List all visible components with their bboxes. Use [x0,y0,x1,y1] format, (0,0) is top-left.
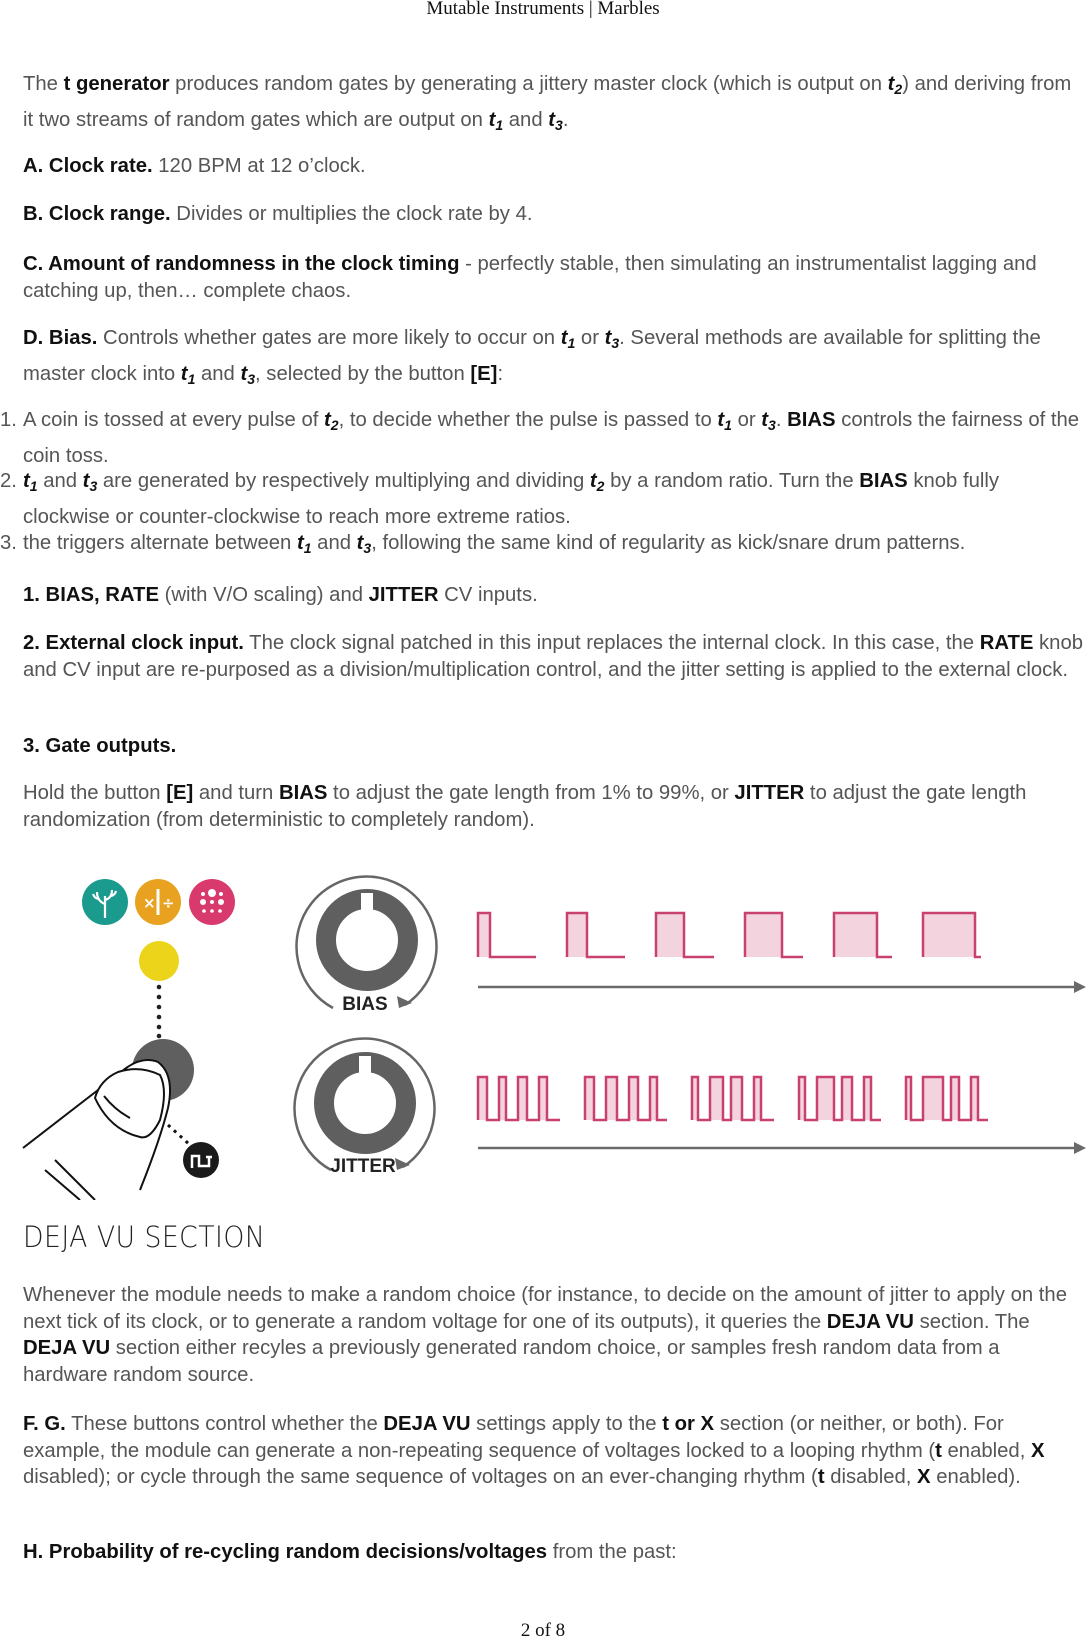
clock-range-paragraph [23,201,1086,228]
bias-paragraph [23,323,1086,394]
var-name: t [488,109,496,131]
var-subscript: 3 [89,478,98,494]
var-name: t [180,362,188,385]
text: Hold the button [23,782,167,804]
var-name: t [560,327,568,349]
output-t3 [548,109,563,131]
bold-text: DEJA VU [383,1413,471,1435]
var-subscript: 3 [247,370,256,387]
gate-outputs-heading [23,733,1086,760]
var-subscript: 1 [187,370,196,387]
bold-text: F. G. [23,1413,66,1435]
list-item [0,466,1086,532]
text: , following the same kind of regularity as kick/snare drum patterns. [371,532,966,554]
bias-knob-label: BIAS [342,994,388,1015]
var-name: t [82,470,90,492]
var-name: t [717,409,725,431]
text: to adjust the gate length from 1% to 99%, or [327,782,735,804]
text: ) and deriving from it two streams of random gates which are output on [23,73,1072,131]
bold-text: H. Probability of re-cycling random decisions/voltages [23,1541,548,1563]
text: Controls whether gates are more likely to occur on [97,327,561,349]
clock-rate-paragraph [23,153,1086,180]
gate-length-paragraph [23,780,1086,833]
var-subscript: 3 [555,117,563,133]
list-item [0,405,1086,471]
var-name: t [23,470,30,492]
var-subscript: 2 [596,478,605,494]
gate-length-illustration [0,850,1086,1200]
dotted-line [157,985,162,1039]
var-name: t [761,409,769,431]
output-t2 [590,470,605,492]
var-name: t [324,409,331,431]
jitter-knob [295,1039,435,1177]
bold-text: DEJA VU [826,1310,914,1333]
gate-pulse-fill [606,1077,617,1120]
finger-icon [23,1060,190,1200]
text: settings apply to the [470,1413,663,1435]
var-name: t [548,109,556,131]
text: to adjust the gate length randomization (from deterministic to completely random). [23,782,1027,831]
list-number: 1. [0,409,17,431]
text: . Several methods are available for splitting the master clock into [23,327,1041,385]
gate-pulse-fill [731,1077,742,1120]
gate-pulse-fill [842,1077,852,1120]
text: . [562,109,569,131]
text: produces random gates by generating a jittery master clock (which is output on [169,73,888,95]
list-text [23,409,1079,467]
var-name: t [604,327,612,349]
bold-text: X [1030,1439,1045,1462]
led-indicator [139,941,179,981]
text: the triggers alternate between [23,532,297,554]
svg-text:×: × [143,894,156,912]
page-header: Mutable Instruments | Marbles [426,0,660,19]
text: disabled); or cycle through the same sequence of voltages on an ever-changing rhythm ( [23,1466,818,1488]
text: are generated by respectively multiplying and dividing [97,470,590,492]
var-name: t [240,362,248,385]
bold-text: C. Amount of randomness in the clock timing [23,253,460,275]
bold-text: X [917,1466,931,1488]
bold-text: [E] [470,362,498,385]
text: (with V/O scaling) and [158,584,369,606]
var-name: t [887,73,895,95]
gate-pulse-fill [923,913,975,957]
gate-pulse-fill [567,913,587,957]
external-clock-paragraph [23,630,1086,683]
gate-pulse-fill [710,1077,723,1120]
text: knob and CV input are re-purposed as a division/multiplication control, and the jitter setting is applied to the external clock. [23,632,1084,681]
var-name: t [589,470,597,492]
section-title: DEJA VU SECTION [23,1220,266,1254]
gate-output-icon [183,1142,219,1178]
var-name: t [356,532,364,554]
bold-text: 2. External clock input. [23,632,244,654]
jittered-gate-train [478,1077,560,1120]
bold-text: t generator [63,73,170,95]
text: : [497,362,504,385]
text: These buttons control whether the [65,1413,384,1435]
time-axis-arrow [1074,1142,1086,1154]
text: A coin is tossed at every pulse of [23,409,324,431]
output-t1 [489,109,504,131]
output-t3 [605,327,620,349]
text: enabled, [941,1439,1031,1462]
bold-text: DEJA VU [23,1337,111,1359]
text: , to decide whether the pulse is passed to [338,409,718,431]
fg-buttons-paragraph [23,1411,1086,1491]
output-t1 [23,470,38,492]
bold-text: t [935,1439,942,1462]
text: section (or neither, or both). For example, the module can generate a non-repeating sequence of voltages locked to a looping rhythm ( [23,1413,1004,1462]
text: , selected by the button [255,362,471,385]
text: 120 BPM at 12 o’clock. [152,155,366,177]
intro-paragraph [23,69,1086,141]
gate-pulse-fill [478,913,490,957]
gate-pulse-fill [923,1077,943,1120]
var-subscript: 1 [303,540,312,556]
output-t2 [888,73,903,95]
cv-inputs-paragraph [23,582,1086,609]
text: and [195,362,241,385]
text: Divides or multiplies the clock rate by 4. [170,203,533,225]
list-text [23,532,965,554]
bold-text: t [817,1466,825,1488]
bold-text: D. Bias. [23,327,98,349]
list-text [23,470,999,528]
text: section either recyles a previously generated random choice, or samples fresh random data from a hardware random source. [23,1337,1000,1386]
bold-text: A. Clock rate. [23,155,153,177]
text: disabled, [824,1466,918,1488]
text: from the past: [547,1541,677,1563]
output-t3 [240,363,255,385]
text: controls the fairness of the coin toss. [23,409,1080,467]
text: section. The [913,1310,1030,1333]
text: The clock signal patched in this input replaces the internal clock. In this case, the [243,632,980,654]
bold-text: BIAS [787,409,836,431]
gate-pulse-fill [478,1077,487,1120]
jitter-knob-label: JITTER [330,1156,396,1177]
text: - perfectly stable, then simulating an instrumentalist lagging and catching up, then… complete chaos. [23,253,1037,302]
text: Whenever the module needs to make a random choice (for instance, to decide on the amount of jitter to apply on the next tick of its clock, or to generate a random voltage for one of its outputs), it queries the [23,1284,1067,1333]
page-number: 2 of 8 [520,1620,566,1641]
time-axis-arrow [1074,981,1086,993]
text: by a random ratio. Turn the [604,470,860,492]
var-subscript: 3 [363,540,372,556]
var-subscript: 3 [611,335,620,351]
text: and [37,470,83,492]
list-number: 3. [0,532,17,554]
bold-text: BIAS [278,782,328,804]
randomness-paragraph [23,251,1086,304]
output-t1 [561,327,576,349]
bold-text: [E] [166,782,194,804]
gate-pulse-fill [656,913,684,957]
bold-text: 3. Gate outputs. [23,735,177,757]
gate-pulse-fill [629,1077,638,1120]
svg-text:÷: ÷ [162,894,175,912]
output-t1 [181,363,196,385]
list-item [0,528,1086,564]
text: The [23,73,64,95]
output-t3 [357,532,372,554]
bold-text: JITTER [368,584,439,606]
probability-paragraph [23,1539,1086,1566]
text: and turn [193,782,279,804]
text: and [503,109,549,131]
output-t1 [297,532,312,554]
bold-text: JITTER [734,782,805,804]
bold-text: B. Clock range. [23,203,171,225]
output-t3 [761,409,776,431]
text: CV inputs. [438,584,538,606]
var-subscript: 1 [724,417,732,433]
text: or [575,327,605,349]
output-t1 [717,409,732,431]
gate-waveforms [478,913,1086,1154]
var-subscript: 2 [894,81,903,97]
var-subscript: 2 [330,417,339,433]
list-number: 2. [0,470,17,492]
var-subscript: 1 [29,478,38,494]
deja-vu-intro-paragraph [23,1282,1086,1388]
text: knob fully clockwise or counter-clockwise to reach more extreme ratios. [23,470,1000,528]
bold-text: RATE [979,632,1034,654]
gate-pulse-fill [834,913,877,957]
mode-icons [82,879,235,925]
var-name: t [296,532,304,554]
gate-pulse-fill [817,1077,834,1120]
var-subscript: 3 [768,417,776,433]
output-t2 [324,409,339,431]
bold-text: t or X [662,1413,715,1435]
bold-text: 1. BIAS, RATE [23,584,159,606]
output-t3 [83,470,98,492]
gate-pulse-fill [745,913,782,957]
text: and [311,532,357,554]
bias-knob [297,877,437,1015]
text: . [775,409,788,431]
var-subscript: 1 [495,117,504,133]
text: or [731,409,762,431]
var-subscript: 1 [567,335,576,351]
gate-pulse-fill [585,1077,594,1120]
bold-text: BIAS [859,470,908,492]
gate-pulse-fill [518,1077,527,1120]
text: enabled). [930,1466,1021,1488]
